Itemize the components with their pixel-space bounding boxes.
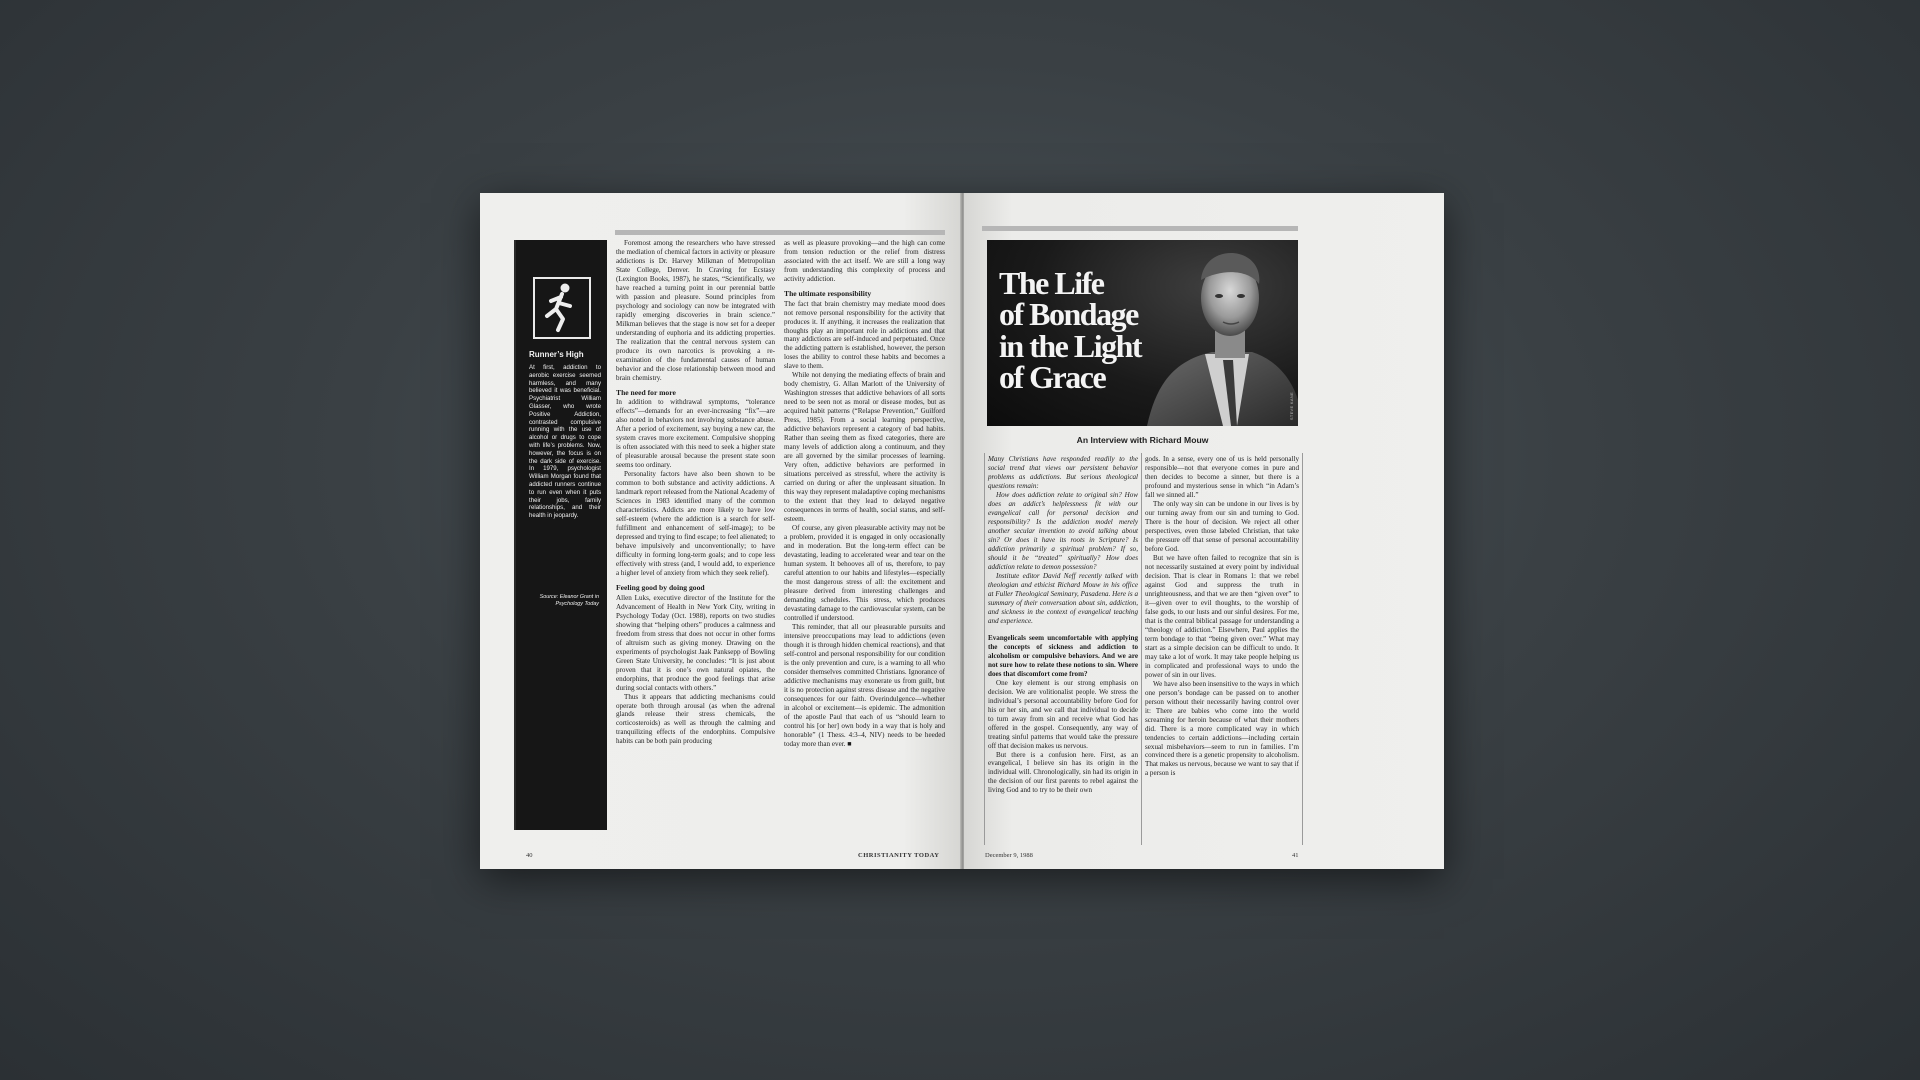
top-rule (615, 230, 945, 235)
paragraph: Many Christians have responded readily to the social trend that views our persistent behavior problems as addictions. But serious theological questions remain: (988, 455, 1138, 490)
paragraph: But we have often failed to recognize that sin is not necessarily sustained at every point by individual decision. That is clear in Romans 1: that we rebel against God and suppress the truth in unrighteousness, and that we are then “given over” to it—given over to evil thoughts, to the worship of false gods, to our lusts and our sinful desires. For me, that is the central biblical passage for understanding a “theology of addiction.” Elsewhere, Paul applies the term bondage to that “being given over.” What may start as a simple decision can be difficult to undo. It may take a lot of work. It may take people helping us in complicated and professional ways to undo the power of sin in our lives. (1145, 553, 1299, 679)
headline-line: of Bondage (999, 296, 1138, 333)
left-column-2 (784, 239, 945, 749)
column-rule (1141, 453, 1142, 845)
right-column-1 (988, 455, 1138, 795)
top-rule (982, 226, 1298, 231)
sidebar-box (514, 240, 607, 830)
paragraph: But there is a confusion here. First, as an evangelical, I believe sin has its origin in the individual will. Chronologically, sin had its origin in the decision of our first parents to rebel against the living God and to try to be their own (988, 750, 1138, 795)
photo-credit: STEVE KANE (1289, 391, 1294, 420)
left-column-1 (616, 239, 775, 746)
paragraph: How does addiction relate to original sin? How does an addict’s helplessness fit with our evangelical call for personal decision and responsibility? Is the addiction model merely another secular invention to avoid talking about sin? Or does it have its roots in Scripture? Is addiction primarily a spiritual problem? If so, should it be “treated” spiritually? How does addiction relate to demon possession? (988, 490, 1138, 571)
runner-icon (533, 277, 591, 339)
left-page (480, 193, 961, 869)
paragraph: The fact that brain chemistry may mediate mood does not remove personal responsibility for the activity that produces it. If anything, it increases the realization that thoughts play an important role in addictions and that many addictions are self-induced and perpetuated. Once the addicting pattern is established, however, the person loses the ability to control these habits and becomes a slave to them. (784, 299, 945, 371)
headline-line: of Grace (999, 359, 1106, 396)
paragraph: Personality factors have also been shown to be common to both substance and activity addictions. A landmark report released from the National Academy of Sciences in 1983 identified many of the common characteristics. Addicts are more likely to have low self-esteem (where the addiction is a search for self-fulfillment and enhancement of self-image); to be depressed and trying to find escape; to feel alienated; to behave impulsively and unconventionally; to have difficulty in forming long-term goals; and to cope less effectively with stress (and, I would add, to experience a higher level of anxiety from which they seek relief). (616, 470, 775, 578)
column-rule (984, 453, 985, 845)
paragraph: Thus it appears that addicting mechanisms could operate both through arousal (as when the adrenal glands release their stress chemicals, the corticosteroids) as well as through the calming and tranquilizing effects of the endorphins. Compulsive habits can be both pain producing (616, 692, 775, 746)
section-heading: The ultimate responsibility (784, 288, 872, 298)
magazine-spread (480, 193, 1444, 869)
paragraph: In addition to withdrawal symptoms, “tolerance effects”—demands for an ever-increasing “fix”—are also noted in behaviors not involving substance abuse. After a period of excitement, say buying a new car, the system craves more excitement. Compulsive shopping is often associated with this need to seek a higher state of pleasurable arousal because the present state soon seems too ordinary. (616, 398, 775, 470)
paragraph: This reminder, that all our pleasurable pursuits and intensive preoccupations may lead to addictions (even though it is through hidden chemical reactions), and that self-control and personal responsibility for our condition is the only prevention and cure, is a warning to all who consider themselves committed Christians. Ignorance of addictive mechanisms may exonerate us from guilt, but it is no protection against stress disease and the negative consequences for our faith. Overindulgence—whether in alcohol or excitement—is epidemic. The admonition of the apostle Paul that each of us “should learn to control his [or her] own body in a way that is holy and honorable” (1 Thess. 4:3–4, NIV) needs to be heeded today more than ever. ■ (784, 622, 945, 748)
paragraph: One key element is our strong emphasis on decision. We are volitionalist people. We stress the individual’s personal accountability before God for his or her sin, and we call that individual to decide to turn away from sin and receive what God has offered in the gospel. Consequently, any way of treating sinful patterns that would take the pressure off that decision makes us nervous. (988, 678, 1138, 750)
article-headline (999, 265, 1169, 396)
sidebar-body: At first, addiction to aerobic exercise seemed harmless, and many believed it was beneficial. Psychiatrist William Glasser, who wrote Positive Addiction, contrasted compulsive running with the use of alcohol or drugs to cope with life’s problems. Now, however, the focus is on the dark side of exercise. In 1979, psychologist William Morgan found that addicted runners continue to run even when it puts their jobs, family relationships, and their health in jeopardy. (529, 364, 601, 520)
section-heading: Feeling good by doing good (616, 583, 705, 593)
right-column-2 (1145, 455, 1299, 778)
paragraph: as well as pleasure provoking—and the high can come from tension reduction or the relief from distress associated with the act itself. We are still a long way from understanding this complexity of process and activity addiction. (784, 239, 945, 283)
sidebar-source: Source: Eleanor Grant in Psychology Today (539, 594, 599, 608)
paragraph: Allen Luks, executive director of the Institute for the Advancement of Health in New York City, writing in Psychology Today (Oct. 1988), reports on two studies showing that “helping others” produces a calmness and freedom from stress that does not occur in other forms of altruism such as giving money. Drawing on the experiments of psychologist Jaak Panksepp of Bowling Green State University, he concludes: “It is just about proven that it is one’s own natural opiates, the endorphins, that produce the good feelings that arise during social contacts with others.” (616, 593, 775, 692)
paragraph: Foremost among the researchers who have stressed the mediation of chemical factors in activity or pleasure addictions is Dr. Harvey Milkman of Metropolitan State College, Denver. In Craving for Ecstasy (Lexington Books, 1987), he states, “Scientifically, we have reached a turning point in our perennial battle with passion and pleasure. Sound principles from psychology and sociology can now be integrated with rapidly emerging discoveries in brain science.” Milkman believes that the stage is now set for a deeper understanding of euphoria and its addicting properties. The realization that the central nervous system can produce its own narcotics is provoking a re-examination of the fundamental causes of human behavior and the close relationship between mood and brain chemistry. (616, 239, 775, 382)
issue-date: December 9, 1988 (985, 852, 1033, 859)
paragraph: Institute editor David Neff recently talked with theologian and ethicist Richard Mouw in his office at Fuller Theological Seminary, Pasadena. Here is a summary of their conversation about sin, addiction, and sickness in the context of evangelical teaching and experience. (988, 571, 1138, 625)
page-number: 40 (526, 852, 533, 859)
section-heading: The need for more (616, 387, 676, 397)
page-number: 41 (1292, 852, 1299, 859)
column-rule (1302, 453, 1303, 845)
portrait-photo (987, 240, 1298, 426)
paragraph: Of course, any given pleasurable activity may not be a problem, provided it is engaged in only occasionally and in moderation. But the long-term effect can be devastating, leading to accelerated wear and tear on the human system. It behooves all of us, therefore, to pay careful attention to our habits and lifestyles—especially the most dangerous stress of all: the excitement and pleasure derived from interesting challenges and demanding schedules. This stress, which produces devastating damage to the cardiovascular system, can be controlled if understood. (784, 524, 945, 622)
paragraph: While not denying the mediating effects of brain and body chemistry, G. Allan Marlott of the University of Washington stresses that addictive behaviors of all sorts need to be seen not as moral or disease modes, but as acquired habit patterns (“Relapse Prevention,” Guilford Press, 1985). From a social learning perspective, addictive behaviors represent a category of bad habits. Rather than seeing them as fixed categories, there are many levels of addiction along a continuum, and they are all governed by the similar processes of learning. Very often, addictive behaviors are performed in situations perceived as stressful, where the activity is carried on during or after the unpleasant situation. In this way they represent maladaptive coping mechanisms to the extent that they lead to delayed negative consequences in terms of health, social status, and self-esteem. (784, 371, 945, 524)
article-intro (988, 455, 1138, 626)
paragraph: We have also been insensitive to the ways in which one person’s bondage can be passed on to another person without their necessarily having control over it: There are babies who come into the world screaming for heroin because of what their mothers did. There is a more complicated way in which tendencies to certain addictions—including certain sexual misbehaviors—seem to run in families. I’m convinced there is a genetic propensity to alcoholism. That makes us nervous, because we want to say that if a person is (1145, 679, 1299, 778)
paragraph: The only way sin can be undone in our lives is by our turning away from our sin and turning to God. There is the hour of decision. We reject all other perspectives, even those labeled Christian, that take the pressure off that sense of personal accountability before God. (1145, 499, 1299, 553)
right-page (964, 193, 1444, 869)
sidebar-title: Runner’s High (529, 350, 584, 359)
article-subhead: An Interview with Richard Mouw (1076, 435, 1209, 445)
headline-line: in the Light (999, 327, 1142, 364)
headline-line: The Life (999, 265, 1104, 301)
interview-question: Evangelicals seem uncomfortable with applying the concepts of sickness and addiction to alcoholism or compulsive behaviors. And we are not sure how to relate these notions to sin. Where does that discomfort come from? (988, 633, 1138, 678)
publication-name: CHRISTIANITY TODAY (858, 852, 940, 859)
paragraph: gods. In a sense, every one of us is held personally responsible—not that everyone comes in pure and then decides to become a sinner, but there is a profound and mysterious sense in which “in Adam’s fall we sinned all.” (1145, 455, 1299, 499)
